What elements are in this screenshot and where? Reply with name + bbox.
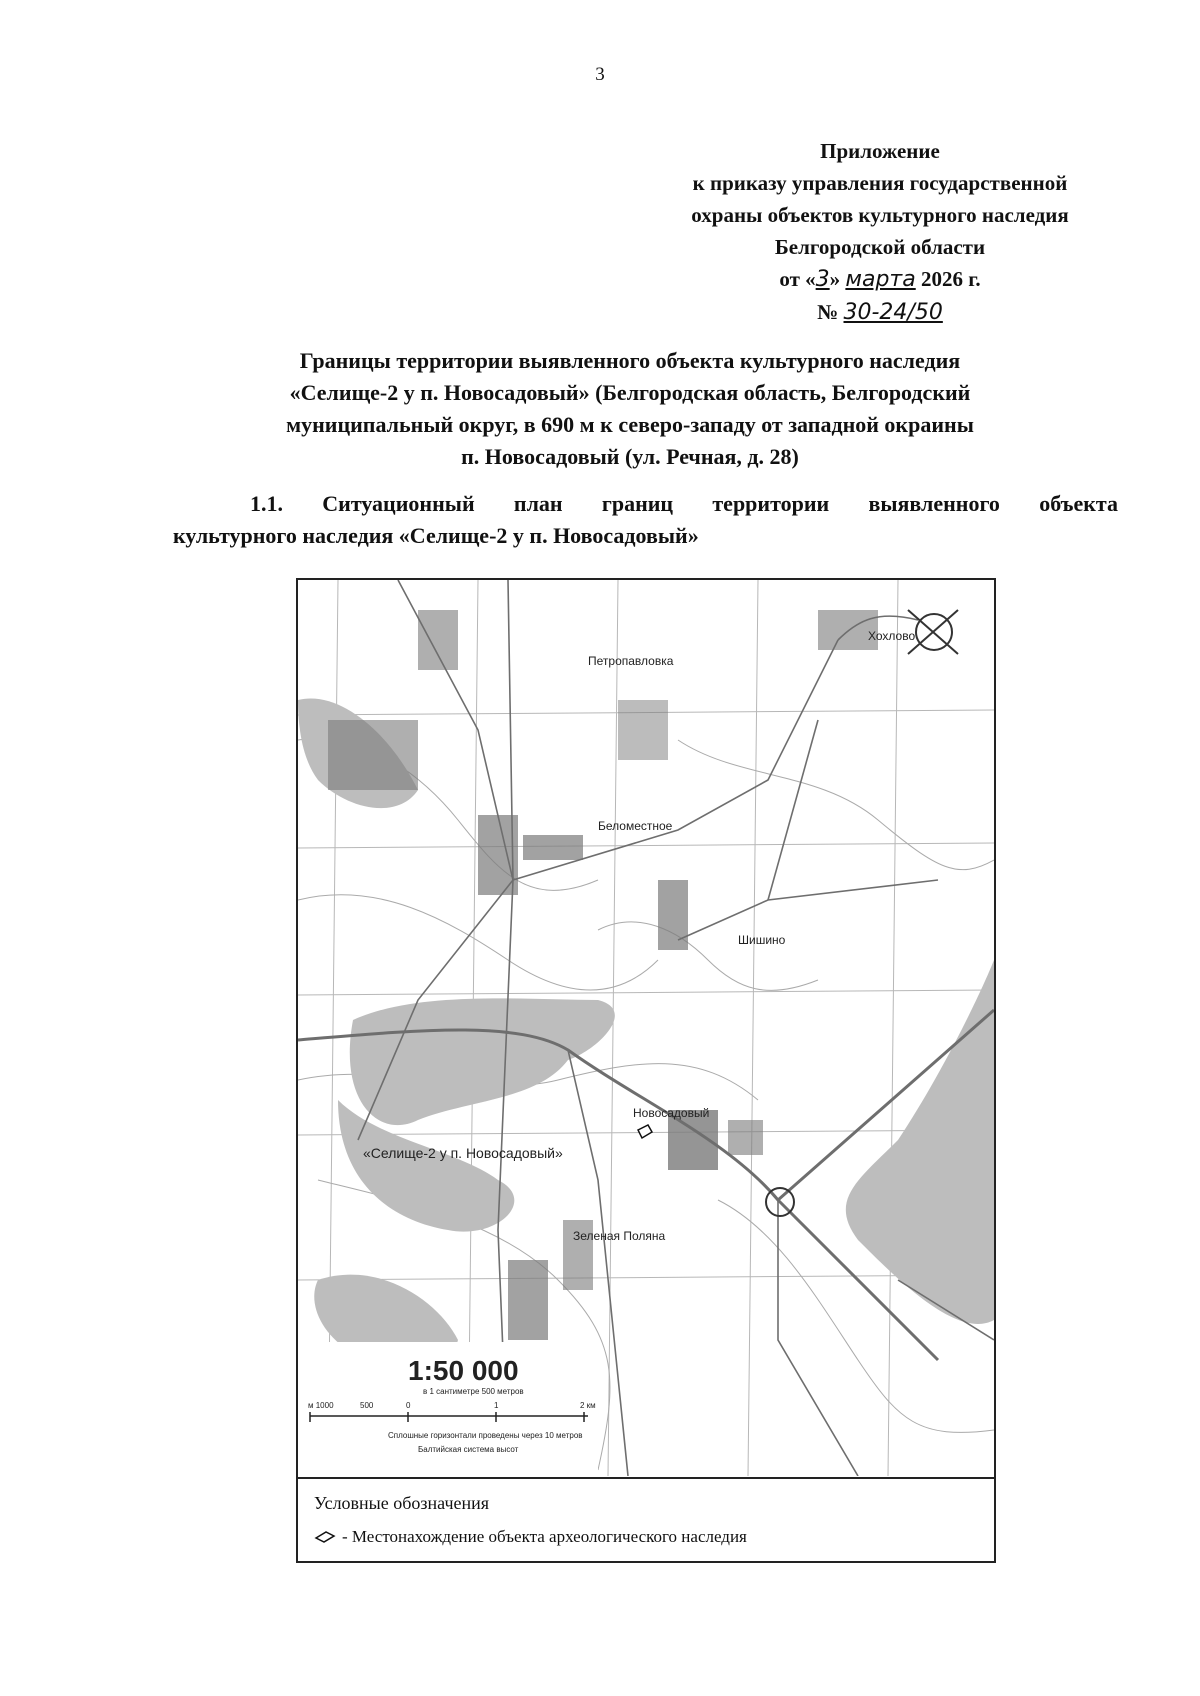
title-line-4: п. Новосадовый (ул. Речная, д. 28): [461, 444, 799, 469]
scale-heights: Балтийская система высот: [418, 1445, 519, 1454]
page-number: 3: [595, 64, 605, 85]
scale-note: в 1 сантиметре 500 метров: [423, 1387, 524, 1396]
date-mid: »: [829, 267, 841, 291]
section-line-2: культурного наследия «Селище-2 у п. Новосадовый»: [173, 523, 699, 548]
place-label: Хохлово: [868, 629, 916, 643]
place-label: Новосадовый: [633, 1106, 710, 1120]
appendix-line-3: Белгородской области: [774, 235, 986, 259]
appendix-date: [620, 263, 1140, 296]
scale-ratio: 1:50 000: [408, 1355, 519, 1386]
scale-tick: м 1000: [308, 1401, 334, 1410]
section-line-1: 1.1. Ситуационный план границ территории выявленного объекта: [250, 491, 1118, 516]
appendix-number: [620, 296, 1140, 329]
situation-plan: [296, 578, 996, 1563]
site-symbol-icon: [314, 1530, 336, 1544]
section-heading: [173, 488, 1118, 552]
scale-tick: 1: [494, 1401, 499, 1410]
appendix-title: Приложение: [820, 139, 940, 163]
date-day: 3: [815, 267, 830, 292]
appendix-header: [620, 135, 1140, 329]
scale-tick: 0: [406, 1401, 411, 1410]
topographic-map: [298, 580, 994, 1476]
appendix-line-1: к приказу управления государственной: [692, 171, 1068, 195]
legend-title: Условные обозначения: [314, 1493, 490, 1513]
document-title: [180, 345, 1080, 473]
site-label: «Селище-2 у п. Новосадовый»: [363, 1145, 563, 1161]
title-line-2: «Селище-2 у п. Новосадовый» (Белгородская область, Белгородский: [289, 380, 971, 405]
number-prefix: №: [817, 300, 839, 324]
place-label: Петропавловка: [588, 654, 674, 668]
number-value: 30-24/50: [843, 300, 943, 325]
legend-item-text: - Местонахождение объекта археологического наследия: [342, 1527, 747, 1546]
scale-contours: Сплошные горизонтали проведены через 10 метров: [388, 1431, 583, 1440]
place-label: Шишино: [738, 933, 786, 947]
place-label: Беломестное: [598, 819, 673, 833]
place-label: Зеленая Поляна: [573, 1229, 666, 1243]
map-legend: [298, 1477, 994, 1563]
scale-tick: 2 км: [580, 1401, 596, 1410]
date-month: марта: [845, 267, 916, 292]
title-line-3: муниципальный округ, в 690 м к северо-западу от западной окраины: [286, 412, 974, 437]
scale-tick: 500: [360, 1401, 374, 1410]
date-prefix: от «: [779, 267, 816, 291]
legend-item: [314, 1527, 747, 1547]
appendix-line-2: охраны объектов культурного наследия: [691, 203, 1069, 227]
title-line-1: Границы территории выявленного объекта культурного наследия: [299, 348, 961, 373]
date-year: 2026 г.: [920, 267, 981, 291]
